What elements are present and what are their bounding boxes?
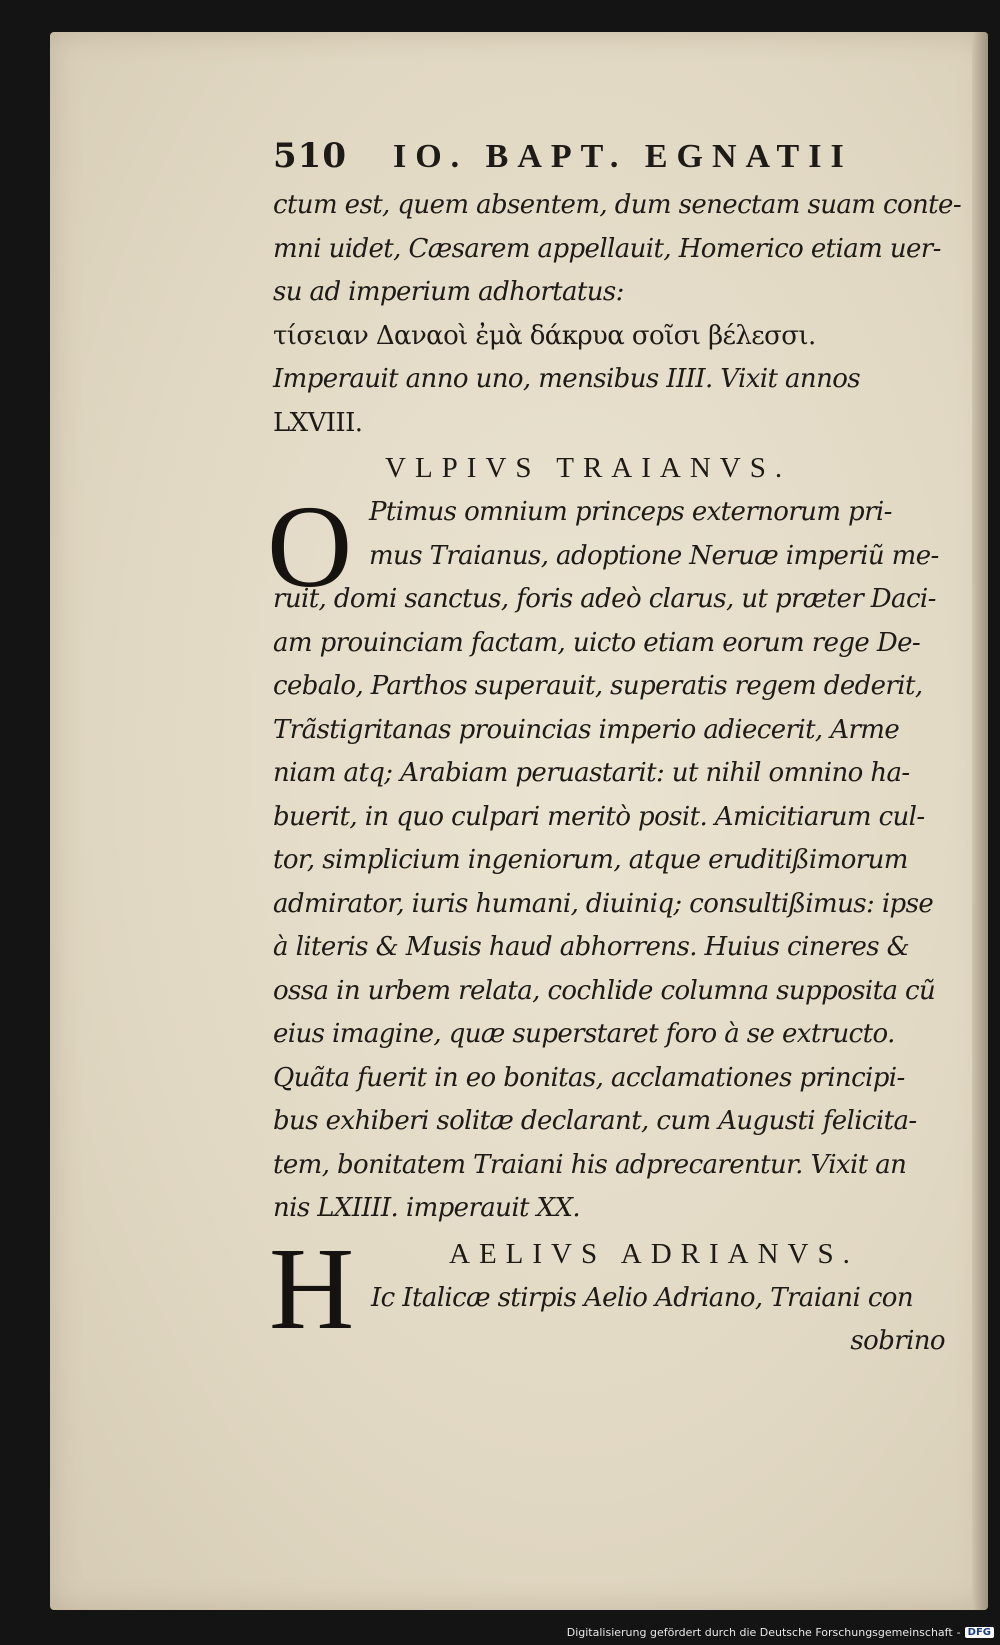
text-line: nis LXIIII. imperauit XX. bbox=[273, 1193, 581, 1223]
text-line: mni uidet, Cæsarem appellauit, Homerico etiam uer- bbox=[273, 233, 941, 264]
page-number: 510 bbox=[273, 136, 347, 176]
drop-cap-o: O bbox=[267, 481, 353, 612]
text-line: eius imagine, quæ superstaret foro à se extructo. bbox=[273, 1019, 895, 1049]
greek-verse-line: τίσειαν Δαναοὶ ἐμὰ δάκρυα σοῖσι βέλεσσι. bbox=[273, 320, 816, 351]
text-line: Ic Italicæ stirpis Aelio Adriano, Traiani con bbox=[371, 1282, 913, 1313]
text-block bbox=[267, 136, 963, 1364]
section-heading-traianus: VLPIVS TRAIANVS. bbox=[385, 452, 792, 484]
text-line: ctum est, quem absentem, dum senectam suam conte- bbox=[273, 190, 961, 220]
text-line: LXVIII. bbox=[273, 407, 363, 438]
text-line: Trãstigritanas prouincias imperio adiecerit, Arme bbox=[273, 714, 900, 745]
drop-cap-h: H bbox=[269, 1222, 355, 1354]
text-line: buerit, in quo culpari meritò posit. Amicitiarum cul- bbox=[273, 801, 925, 832]
text-line: cebalo, Parthos superauit, superatis regem dederit, bbox=[273, 671, 923, 701]
paragraph-adrianus bbox=[269, 1222, 963, 1364]
page-edge bbox=[972, 32, 988, 1610]
dfg-logo: DFG bbox=[965, 1627, 994, 1638]
text-line: niam atq; Arabiam peruastarit: ut nihil omnino ha- bbox=[273, 758, 910, 788]
page-header bbox=[273, 136, 963, 184]
running-title: IO. BAPT. EGNATII bbox=[393, 138, 853, 175]
text-line: tem, bonitatem Traiani his adprecarentur. Vixit an bbox=[273, 1149, 907, 1180]
text-line: bus exhiberi solitæ declarant, cum Augusti felicita- bbox=[273, 1106, 917, 1136]
catchword: sobrino bbox=[850, 1326, 945, 1356]
text-line: Quãta fuerit in eo bonitas, acclamationes principi- bbox=[273, 1062, 905, 1093]
section-heading-adrianus: AELIVS ADRIANVS. bbox=[449, 1237, 859, 1270]
text-line: ruit, domi sanctus, foris adeò clarus, ut præter Daci- bbox=[273, 584, 936, 614]
text-line: tor, simplicium ingeniorum, atque eruditißimorum bbox=[273, 845, 908, 875]
intro-paragraph bbox=[273, 184, 963, 445]
text-line: Imperauit anno uno, mensibus IIII. Vixit annos bbox=[273, 364, 861, 394]
credit-text: Digitalisierung gefördert durch die Deutsche Forschungsgemeinschaft bbox=[566, 1626, 953, 1639]
text-line: mus Traianus, adoptione Neruæ imperiũ me- bbox=[369, 540, 939, 571]
paragraph-traianus bbox=[267, 481, 963, 1231]
text-line: ossa in urbem relata, cochlide columna supposita cũ bbox=[273, 975, 936, 1006]
text-line: am prouinciam factam, uicto etiam eorum rege De- bbox=[273, 627, 921, 658]
digitization-credit bbox=[567, 1626, 994, 1639]
credit-separator: - bbox=[956, 1626, 961, 1639]
text-line: admirator, iuris humani, diuiniq; consultißimus: ipse bbox=[273, 888, 934, 919]
text-line: su ad imperium adhortatus: bbox=[273, 277, 624, 307]
text-line: Ptimus omnium princeps externorum pri- bbox=[369, 497, 892, 527]
text-line: à literis & Musis haud abhorrens. Huius cineres & bbox=[273, 932, 910, 962]
